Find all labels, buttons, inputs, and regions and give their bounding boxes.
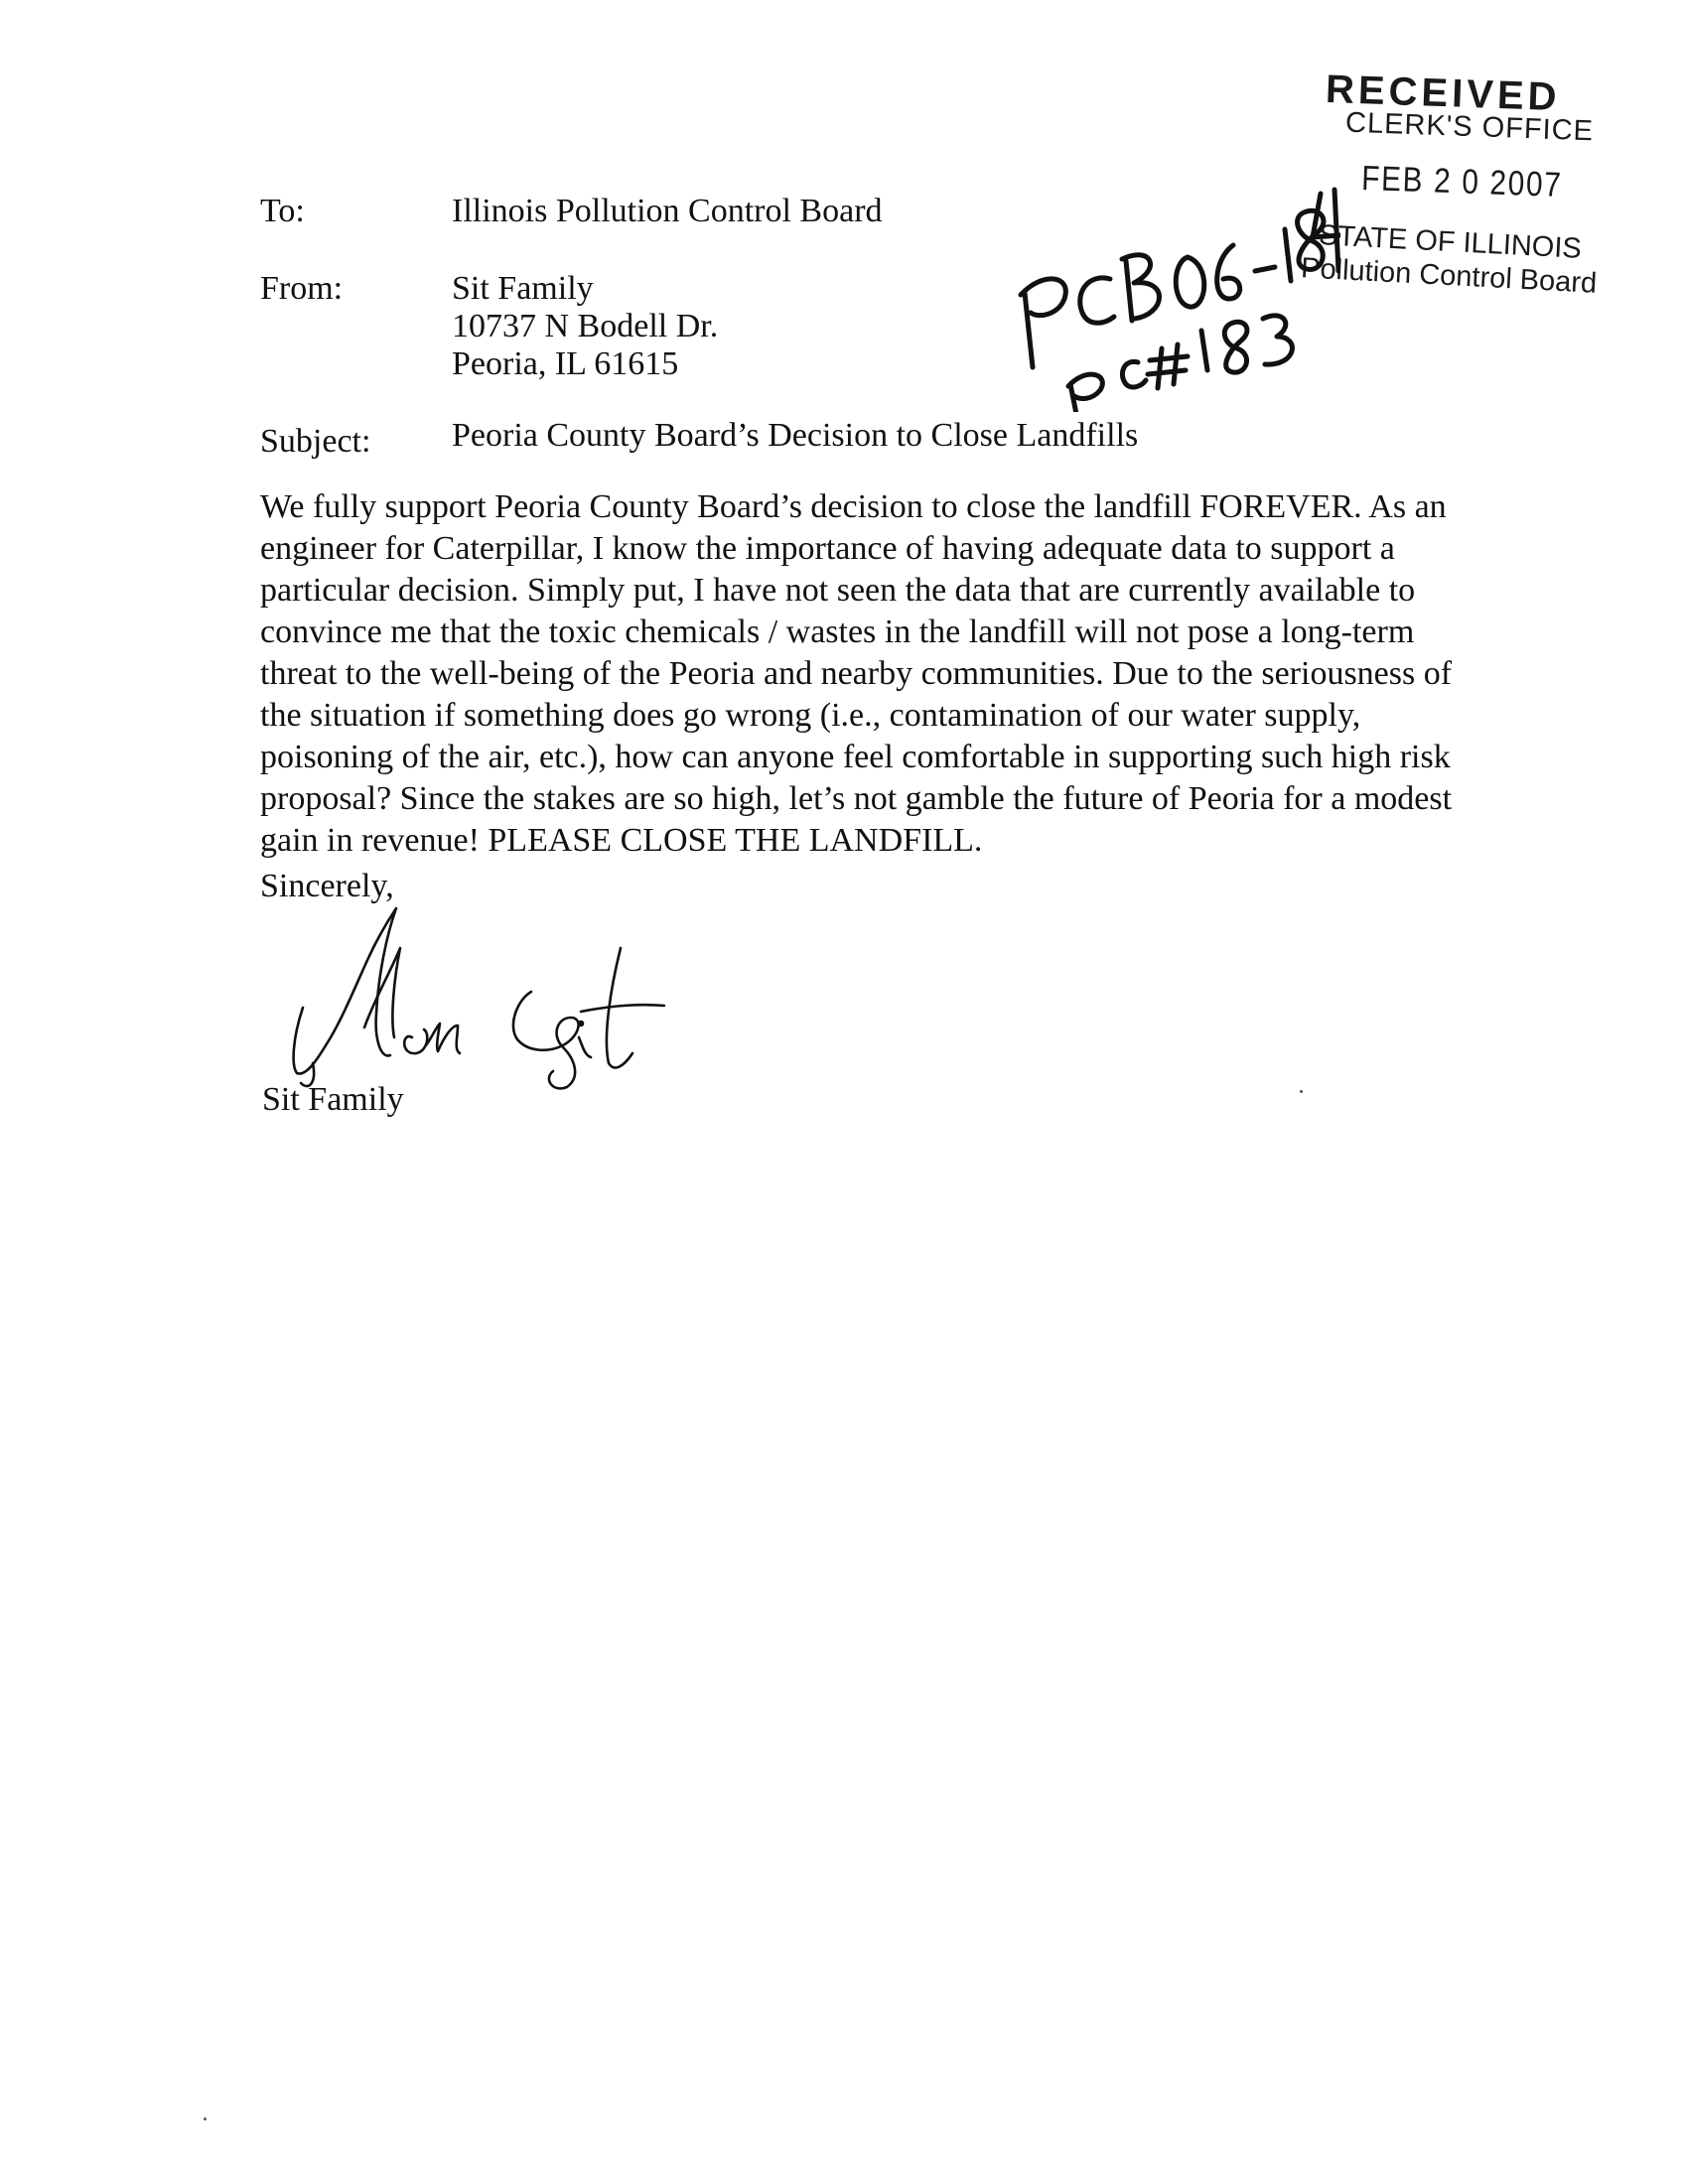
body-line: convince me that the toxic chemicals / wastes in the landfill will not pose a long-term: [260, 614, 1415, 650]
letter-body: [260, 486, 1501, 862]
handwritten-signature: [283, 888, 700, 1097]
handwritten-docket-graphic: [1003, 154, 1340, 412]
to-value: Illinois Pollution Control Board: [452, 193, 883, 229]
subject-value: Peoria County Board’s Decision to Close Landfills: [452, 417, 1139, 454]
body-line: gain in revenue! PLEASE CLOSE THE LANDFILL.: [260, 822, 983, 859]
scan-speck: [1300, 1090, 1303, 1093]
body-line: poisoning of the air, etc.), how can anyone feel comfortable in supporting such high risk: [260, 739, 1451, 775]
stamp-board: Pollution Control Board: [1300, 252, 1598, 300]
body-line: proposal? Since the stakes are so high, let’s not gamble the future of Peoria for a modest: [260, 780, 1453, 817]
signature-graphic: [283, 888, 700, 1097]
signature-name: Sit Family: [262, 1081, 404, 1118]
from-address-line1: 10737 N Bodell Dr.: [452, 308, 719, 344]
body-line: particular decision. Simply put, I have not seen the data that are currently available to: [260, 572, 1416, 609]
subject-label: Subject:: [260, 423, 371, 460]
body-line: threat to the well-being of the Peoria and nearby communities. Due to the seriousness of: [260, 655, 1453, 692]
stamp-date: FEB 2 0 2007: [1360, 159, 1564, 205]
to-label: To:: [260, 193, 305, 229]
body-line: the situation if something does go wrong (i.e., contamination of our water supply,: [260, 697, 1361, 734]
stamp-state: STATE OF ILLINOIS: [1318, 219, 1583, 265]
from-name: Sit Family: [452, 270, 594, 307]
handwritten-docket-note: [1003, 154, 1340, 412]
from-address-line2: Peoria, IL 61615: [452, 345, 679, 382]
body-line: engineer for Caterpillar, I know the importance of having adequate data to support a: [260, 530, 1395, 567]
scan-speck: [204, 2117, 207, 2120]
stamp-clerks-office: CLERK'S OFFICE: [1344, 106, 1595, 148]
stamp-received: RECEIVED: [1325, 67, 1562, 120]
body-line: We fully support Peoria County Board’s decision to close the landfill FOREVER. As an: [260, 488, 1447, 525]
salutation: Sincerely,: [260, 868, 394, 904]
from-label: From:: [260, 270, 344, 307]
